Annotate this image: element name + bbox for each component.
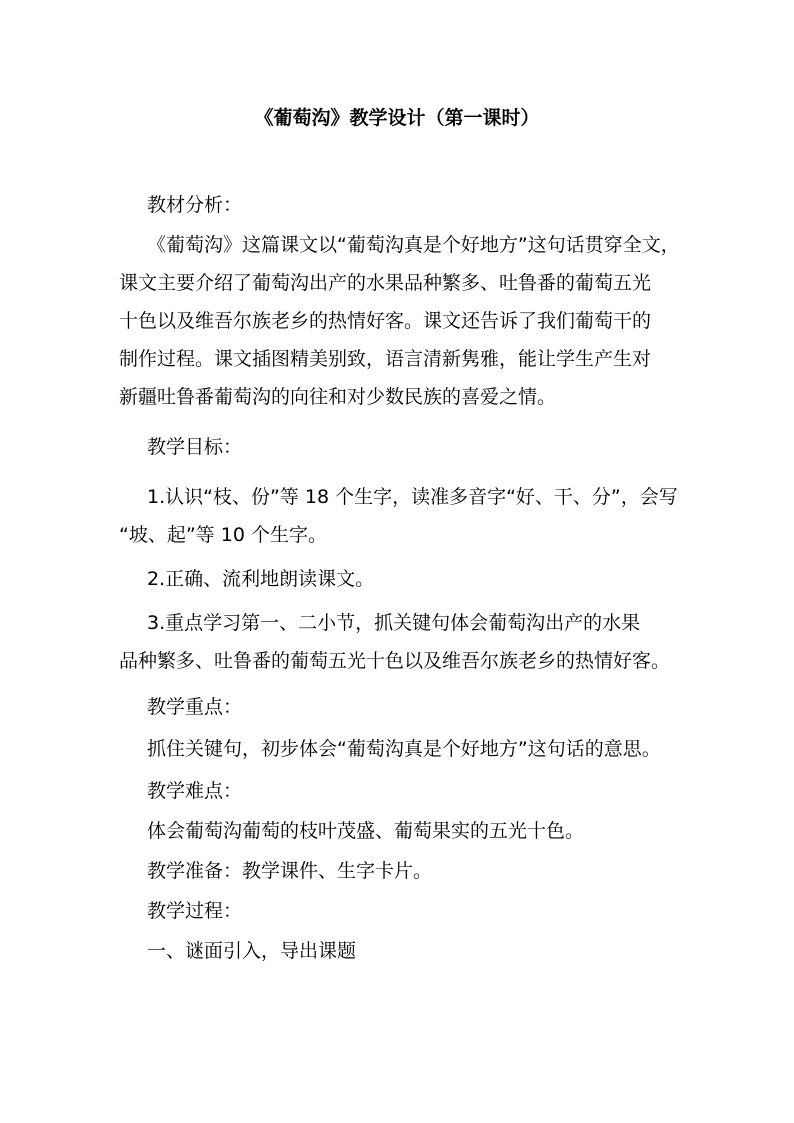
key-points-heading: 教学重点： — [147, 696, 243, 718]
analysis-line-5: 新疆吐鲁番葡萄沟的向往和对少数民族的喜爱之情。 — [119, 386, 557, 408]
analysis-line-3: 十色以及维吾尔族老乡的热情好客。课文还告诉了我们葡萄干的 — [119, 310, 652, 332]
goal-2: 2.正确、流利地朗读课文。 — [147, 568, 375, 590]
document-title: 《葡萄沟》教学设计（第一课时） — [254, 107, 540, 129]
goal-3-line-1: 3.重点学习第一、二小节，抓关键句体会葡萄沟出产的水果 — [147, 612, 641, 634]
goals-heading: 教学目标： — [147, 436, 243, 458]
difficulty-body: 体会葡萄沟葡萄的枝叶茂盛、葡萄果实的五光十色。 — [147, 820, 585, 842]
analysis-heading: 教材分析： — [147, 194, 243, 216]
analysis-line-4: 制作过程。课文插图精美别致，语言清新隽雅，能让学生产生对 — [119, 348, 652, 370]
goal-3-line-2: 品种繁多、吐鲁番的葡萄五光十色以及维吾尔族老乡的热情好客。 — [119, 650, 671, 672]
difficulty-heading: 教学难点： — [147, 780, 243, 802]
goal-1-line-1: 1.认识“枝、份”等 18 个生字，读准多音字“好、干、分”，会写 — [147, 486, 678, 508]
analysis-line-2: 课文主要介绍了葡萄沟出产的水果品种繁多、吐鲁番的葡萄五光 — [119, 272, 652, 294]
analysis-line-1: 《葡萄沟》这篇课文以“葡萄沟真是个好地方”这句话贯穿全文， — [147, 234, 680, 256]
process-heading: 教学过程： — [147, 900, 243, 922]
preparation: 教学准备：教学课件、生字卡片。 — [147, 860, 433, 882]
key-points-body: 抓住关键句，初步体会“葡萄沟真是个好地方”这句话的意思。 — [147, 738, 661, 760]
process-step-1: 一、谜面引入，导出课题 — [147, 940, 357, 962]
goal-1-line-2: “坡、起”等 10 个生字。 — [119, 524, 327, 546]
